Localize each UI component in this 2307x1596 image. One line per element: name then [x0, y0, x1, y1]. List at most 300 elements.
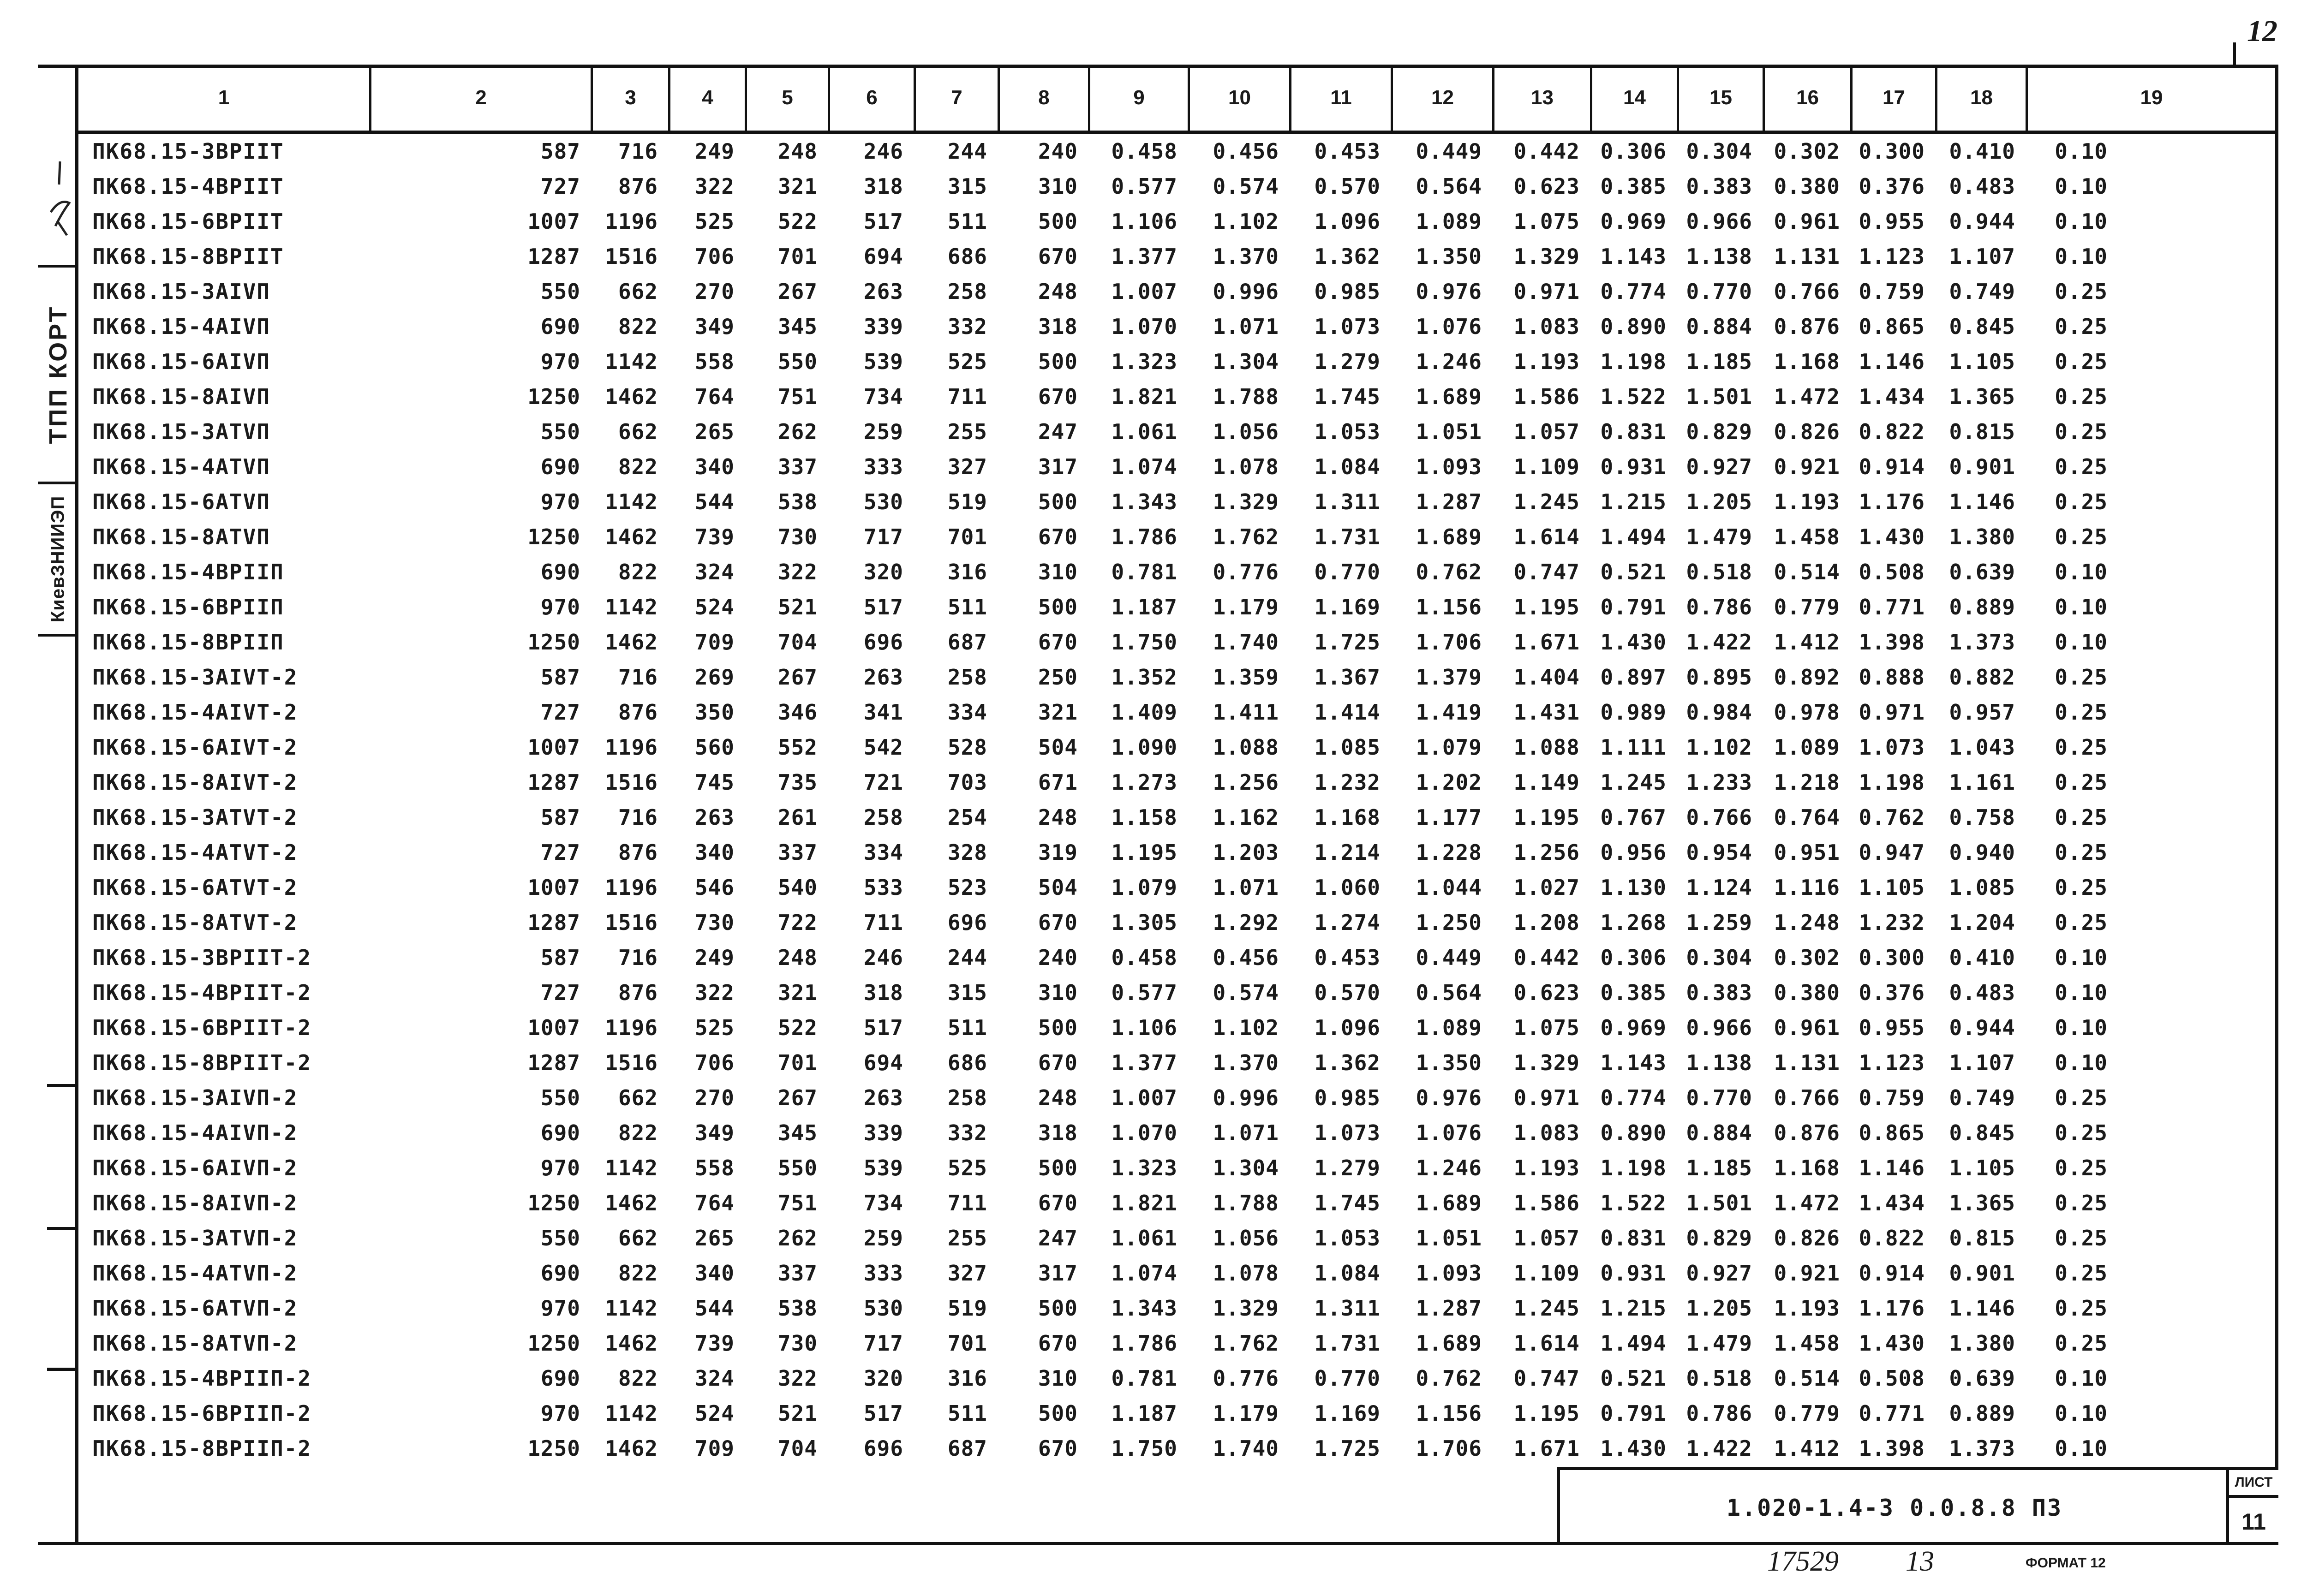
value-cell: 970	[540, 1155, 580, 1180]
value-cell: 0.623	[1513, 174, 1580, 199]
value-cell: 0.453	[1314, 945, 1381, 970]
value-cell: 346	[777, 700, 818, 725]
value-cell: 1.245	[1513, 1296, 1580, 1321]
value-cell: 1196	[605, 875, 658, 900]
value-cell: 0.747	[1513, 560, 1580, 584]
value-cell: 337	[777, 1261, 818, 1286]
value-cell: 1.074	[1111, 454, 1177, 479]
value-cell: 0.304	[1686, 139, 1752, 164]
value-cell: 1.193	[1513, 1155, 1580, 1180]
value-cell: 0.989	[1600, 700, 1667, 725]
document-designation: 1.020-1.4-3 0.0.8.8 ПЗ	[1726, 1494, 2063, 1521]
value-cell: 259	[863, 1226, 903, 1251]
value-cell: 0.770	[1314, 560, 1381, 584]
value-cell: 1516	[605, 1050, 658, 1075]
product-mark-cell: ПК68.15-6АТVП	[92, 489, 271, 514]
value-cell: 0.25	[2055, 700, 2108, 725]
value-cell: 701	[777, 244, 818, 269]
value-cell: 1.788	[1213, 384, 1279, 409]
value-cell: 0.954	[1686, 840, 1752, 865]
page-number: 12	[2247, 14, 2277, 48]
value-cell: 1.138	[1686, 244, 1752, 269]
value-cell: 517	[863, 1015, 903, 1040]
value-cell: 1.329	[1213, 1296, 1279, 1321]
value-cell: 0.781	[1111, 560, 1177, 584]
value-cell: 1142	[605, 489, 658, 514]
value-cell: 0.442	[1513, 139, 1580, 164]
value-cell: 0.456	[1213, 139, 1279, 164]
value-cell: 0.845	[1949, 1120, 2015, 1145]
value-cell: 345	[777, 1120, 818, 1145]
value-cell: 1.208	[1513, 910, 1580, 935]
value-cell: 1.195	[1513, 1401, 1580, 1426]
value-cell: 727	[540, 700, 580, 725]
value-cell: 259	[863, 419, 903, 444]
value-cell: 550	[540, 419, 580, 444]
table-row	[78, 449, 2275, 484]
value-cell: 0.508	[1859, 560, 1925, 584]
value-cell: 0.996	[1213, 279, 1279, 304]
value-cell: 1007	[527, 875, 580, 900]
value-cell: 0.956	[1600, 840, 1667, 865]
value-cell: 662	[618, 1085, 658, 1110]
value-cell: 687	[947, 1436, 987, 1461]
value-cell: 662	[618, 279, 658, 304]
value-cell: 530	[863, 489, 903, 514]
value-cell: 1.740	[1213, 1436, 1279, 1461]
value-cell: 1.143	[1600, 244, 1667, 269]
value-cell: 558	[694, 1155, 735, 1180]
value-cell: 1.168	[1774, 349, 1840, 374]
value-cell: 322	[694, 980, 735, 1005]
value-cell: 1.204	[1949, 910, 2015, 935]
value-cell: 1.143	[1600, 1050, 1667, 1075]
table-row	[78, 519, 2275, 554]
value-cell: 263	[863, 665, 903, 690]
value-cell: 1.084	[1314, 1261, 1381, 1286]
value-cell: 1.329	[1513, 244, 1580, 269]
value-cell: 670	[1038, 1050, 1078, 1075]
value-cell: 1.123	[1859, 244, 1925, 269]
value-cell: 1.479	[1686, 524, 1752, 549]
value-cell: 1.071	[1213, 875, 1279, 900]
value-cell: 540	[777, 875, 818, 900]
value-cell: 320	[863, 560, 903, 584]
value-cell: 350	[694, 700, 735, 725]
product-mark-cell: ПК68.15-4АIVП	[92, 314, 271, 339]
value-cell: 1.786	[1111, 524, 1177, 549]
value-cell: 1.250	[1416, 910, 1482, 935]
value-cell: 0.483	[1949, 174, 2015, 199]
value-cell: 0.306	[1600, 139, 1667, 164]
value-cell: 1250	[527, 1331, 580, 1356]
value-cell: 500	[1038, 1401, 1078, 1426]
data-table	[78, 65, 2278, 1467]
value-cell: 1.233	[1686, 770, 1752, 795]
value-cell: 1.398	[1859, 1436, 1925, 1461]
product-mark-cell: ПК68.15-3АIVТ-2	[92, 665, 298, 690]
table-row	[78, 660, 2275, 695]
value-cell: 262	[777, 1226, 818, 1251]
value-cell: 315	[947, 174, 987, 199]
column-header-3: 3	[591, 65, 668, 131]
value-cell: 0.10	[2055, 560, 2108, 584]
value-cell: 322	[694, 174, 735, 199]
value-cell: 822	[618, 314, 658, 339]
value-cell: 1.273	[1111, 770, 1177, 795]
value-cell: 258	[863, 805, 903, 830]
value-cell: 1.043	[1949, 735, 2015, 760]
value-cell: 500	[1038, 595, 1078, 619]
value-cell: 1.352	[1111, 665, 1177, 690]
value-cell: 1.089	[1774, 735, 1840, 760]
value-cell: 1.051	[1416, 419, 1482, 444]
value-cell: 704	[777, 630, 818, 655]
column-header-17: 17	[1850, 65, 1935, 131]
value-cell: 321	[777, 980, 818, 1005]
value-cell: 670	[1038, 1436, 1078, 1461]
value-cell: 310	[1038, 980, 1078, 1005]
value-cell: 0.458	[1111, 945, 1177, 970]
product-mark-cell: ПК68.15-3АТVП	[92, 419, 271, 444]
value-cell: 0.639	[1949, 1366, 2015, 1391]
value-cell: 671	[1038, 770, 1078, 795]
value-cell: 246	[863, 139, 903, 164]
table-row	[78, 1221, 2275, 1256]
value-cell: 662	[618, 1226, 658, 1251]
value-cell: 0.976	[1416, 1085, 1482, 1110]
value-cell: 1.105	[1949, 349, 2015, 374]
value-cell: 1.169	[1314, 1401, 1381, 1426]
value-cell: 822	[618, 454, 658, 479]
value-cell: 876	[618, 980, 658, 1005]
value-cell: 248	[1038, 805, 1078, 830]
value-cell: 500	[1038, 209, 1078, 234]
value-cell: 0.300	[1859, 945, 1925, 970]
value-cell: 1007	[527, 735, 580, 760]
value-cell: 0.764	[1774, 805, 1840, 830]
value-cell: 0.865	[1859, 314, 1925, 339]
value-cell: 349	[694, 314, 735, 339]
value-cell: 345	[777, 314, 818, 339]
value-cell: 587	[540, 945, 580, 970]
strip-tick	[47, 1227, 78, 1230]
value-cell: 320	[863, 1366, 903, 1391]
value-cell: 0.762	[1859, 805, 1925, 830]
value-cell: 1.422	[1686, 1436, 1752, 1461]
value-cell: 504	[1038, 735, 1078, 760]
value-cell: 1.750	[1111, 1436, 1177, 1461]
table-header-row	[78, 65, 2275, 134]
value-cell: 0.845	[1949, 314, 2015, 339]
value-cell: 1.203	[1213, 840, 1279, 865]
value-cell: 334	[863, 840, 903, 865]
value-cell: 701	[947, 1331, 987, 1356]
value-cell: 322	[777, 1366, 818, 1391]
value-cell: 0.25	[2055, 1226, 2108, 1251]
value-cell: 730	[777, 1331, 818, 1356]
value-cell: 524	[694, 1401, 735, 1426]
value-cell: 1.279	[1314, 1155, 1381, 1180]
value-cell: 1.329	[1213, 489, 1279, 514]
column-header-13: 13	[1492, 65, 1590, 131]
value-cell: 1.494	[1600, 1331, 1667, 1356]
value-cell: 255	[947, 419, 987, 444]
value-cell: 0.791	[1600, 1401, 1667, 1426]
value-cell: 1.256	[1513, 840, 1580, 865]
value-cell: 0.944	[1949, 209, 2015, 234]
value-cell: 332	[947, 1120, 987, 1145]
value-cell: 1.586	[1513, 384, 1580, 409]
column-header-16: 16	[1763, 65, 1850, 131]
value-cell: 340	[694, 840, 735, 865]
value-cell: 1.380	[1949, 1331, 2015, 1356]
value-cell: 521	[777, 595, 818, 619]
value-cell: 1.083	[1513, 1120, 1580, 1145]
value-cell: 1.109	[1513, 454, 1580, 479]
value-cell: 1.343	[1111, 1296, 1177, 1321]
value-cell: 1.292	[1213, 910, 1279, 935]
value-cell: 1.246	[1416, 1155, 1482, 1180]
value-cell: 1.232	[1859, 910, 1925, 935]
value-cell: 0.779	[1774, 595, 1840, 619]
value-cell: 500	[1038, 1155, 1078, 1180]
table-row	[78, 274, 2275, 309]
value-cell: 662	[618, 419, 658, 444]
value-cell: 1.430	[1859, 1331, 1925, 1356]
value-cell: 0.890	[1600, 1120, 1667, 1145]
value-cell: 1.085	[1314, 735, 1381, 760]
value-cell: 1.287	[1416, 489, 1482, 514]
value-cell: 0.304	[1686, 945, 1752, 970]
table-row	[78, 379, 2275, 414]
value-cell: 525	[694, 209, 735, 234]
value-cell: 1.056	[1213, 419, 1279, 444]
value-cell: 696	[947, 910, 987, 935]
value-cell: 1.073	[1314, 1120, 1381, 1145]
value-cell: 334	[947, 700, 987, 725]
value-cell: 0.25	[2055, 665, 2108, 690]
value-cell: 0.442	[1513, 945, 1580, 970]
product-mark-cell: ПК68.15-6ВРIIП-2	[92, 1401, 312, 1426]
value-cell: 249	[694, 139, 735, 164]
product-mark-cell: ПК68.15-4ВРIIТ	[92, 174, 284, 199]
value-cell: 1.479	[1686, 1331, 1752, 1356]
value-cell: 310	[1038, 1366, 1078, 1391]
product-mark-cell: ПК68.15-6АТVП-2	[92, 1296, 298, 1321]
value-cell: 0.759	[1859, 1085, 1925, 1110]
value-cell: 333	[863, 1261, 903, 1286]
value-cell: 538	[777, 1296, 818, 1321]
value-cell: 550	[540, 279, 580, 304]
value-cell: 544	[694, 489, 735, 514]
value-cell: 0.564	[1416, 174, 1482, 199]
value-cell: 1.370	[1213, 244, 1279, 269]
column-header-5: 5	[745, 65, 828, 131]
value-cell: 1.501	[1686, 1191, 1752, 1215]
value-cell: 0.410	[1949, 139, 2015, 164]
value-cell: 0.914	[1859, 454, 1925, 479]
value-cell: 337	[777, 840, 818, 865]
value-cell: 525	[694, 1015, 735, 1040]
value-cell: 1.414	[1314, 700, 1381, 725]
value-cell: 876	[618, 174, 658, 199]
value-cell: 0.776	[1213, 1366, 1279, 1391]
value-cell: 1.380	[1949, 524, 2015, 549]
value-cell: 318	[863, 980, 903, 1005]
value-cell: 0.921	[1774, 454, 1840, 479]
table-row	[78, 1115, 2275, 1150]
value-cell: 1.305	[1111, 910, 1177, 935]
value-cell: 240	[1038, 139, 1078, 164]
value-cell: 739	[694, 524, 735, 549]
binding-strip	[38, 65, 78, 1545]
value-cell: 1.256	[1213, 770, 1279, 795]
value-cell: 247	[1038, 419, 1078, 444]
table-row	[78, 484, 2275, 519]
value-cell: 703	[947, 770, 987, 795]
value-cell: 727	[540, 174, 580, 199]
value-cell: 1462	[605, 1436, 658, 1461]
value-cell: 1.116	[1774, 875, 1840, 900]
table-row	[78, 1150, 2275, 1185]
value-cell: 1.169	[1314, 595, 1381, 619]
value-cell: 0.876	[1774, 1120, 1840, 1145]
value-cell: 1.786	[1111, 1331, 1177, 1356]
value-cell: 1250	[527, 1191, 580, 1215]
value-cell: 1.193	[1774, 489, 1840, 514]
value-cell: 318	[1038, 314, 1078, 339]
value-cell: 739	[694, 1331, 735, 1356]
value-cell: 1.362	[1314, 244, 1381, 269]
strip-cell-upper	[38, 65, 78, 268]
value-cell: 244	[947, 139, 987, 164]
strip-tick	[47, 1368, 78, 1371]
value-cell: 248	[777, 139, 818, 164]
value-cell: 1.085	[1949, 875, 2015, 900]
value-cell: 694	[863, 1050, 903, 1075]
value-cell: 1.070	[1111, 314, 1177, 339]
value-cell: 0.829	[1686, 1226, 1752, 1251]
value-cell: 519	[947, 1296, 987, 1321]
table-row	[78, 1431, 2275, 1466]
value-cell: 1.158	[1111, 805, 1177, 830]
value-cell: 822	[618, 1120, 658, 1145]
value-cell: 694	[863, 244, 903, 269]
value-cell: 1.245	[1513, 489, 1580, 514]
value-cell: 0.940	[1949, 840, 2015, 865]
value-cell: 246	[863, 945, 903, 970]
value-cell: 327	[947, 1261, 987, 1286]
table-row	[78, 625, 2275, 660]
value-cell: 500	[1038, 1296, 1078, 1321]
value-cell: 0.453	[1314, 139, 1381, 164]
value-cell: 1.248	[1774, 910, 1840, 935]
value-cell: 0.766	[1774, 1085, 1840, 1110]
value-cell: 1.501	[1686, 384, 1752, 409]
value-cell: 1.088	[1213, 735, 1279, 760]
value-cell: 1.343	[1111, 489, 1177, 514]
table-row	[78, 554, 2275, 590]
value-cell: 822	[618, 560, 658, 584]
value-cell: 1007	[527, 1015, 580, 1040]
value-cell: 0.10	[2055, 174, 2108, 199]
value-cell: 716	[618, 665, 658, 690]
value-cell: 1.131	[1774, 1050, 1840, 1075]
value-cell: 0.25	[2055, 1331, 2108, 1356]
product-mark-cell: ПК68.15-3АIVП	[92, 279, 271, 304]
product-mark-cell: ПК68.15-8ВРIIП	[92, 630, 284, 655]
product-mark-cell: ПК68.15-8ВРIIТ-2	[92, 1050, 312, 1075]
value-cell: 1516	[605, 770, 658, 795]
value-cell: 734	[863, 384, 903, 409]
value-cell: 500	[1038, 489, 1078, 514]
product-mark-cell: ПК68.15-8ВРIIТ	[92, 244, 284, 269]
value-cell: 1.156	[1416, 595, 1482, 619]
value-cell: 696	[863, 1436, 903, 1461]
value-cell: 511	[947, 595, 987, 619]
value-cell: 560	[694, 735, 735, 760]
column-header-18: 18	[1935, 65, 2026, 131]
column-header-8: 8	[998, 65, 1088, 131]
value-cell: 0.770	[1314, 1366, 1381, 1391]
value-cell: 1.146	[1859, 1155, 1925, 1180]
value-cell: 716	[618, 139, 658, 164]
value-cell: 0.25	[2055, 875, 2108, 900]
value-cell: 258	[947, 665, 987, 690]
value-cell: 1287	[527, 1050, 580, 1075]
value-cell: 0.901	[1949, 1261, 2015, 1286]
value-cell: 310	[1038, 560, 1078, 584]
value-cell: 317	[1038, 454, 1078, 479]
product-mark-cell: ПК68.15-8АТVП	[92, 524, 271, 549]
product-mark-cell: ПК68.15-8АТVП-2	[92, 1331, 298, 1356]
value-cell: 1196	[605, 735, 658, 760]
value-cell: 709	[694, 1436, 735, 1461]
value-cell: 263	[694, 805, 735, 830]
column-header-4: 4	[668, 65, 745, 131]
product-mark-cell: ПК68.15-8АIVП-2	[92, 1191, 298, 1215]
value-cell: 701	[777, 1050, 818, 1075]
value-cell: 327	[947, 454, 987, 479]
value-cell: 1.105	[1949, 1155, 2015, 1180]
value-cell: 970	[540, 1296, 580, 1321]
value-cell: 332	[947, 314, 987, 339]
value-cell: 328	[947, 840, 987, 865]
value-cell: 525	[947, 1155, 987, 1180]
value-cell: 0.978	[1774, 700, 1840, 725]
value-cell: 247	[1038, 1226, 1078, 1251]
value-cell: 0.10	[2055, 209, 2108, 234]
column-header-14: 14	[1590, 65, 1677, 131]
value-cell: 1.105	[1859, 875, 1925, 900]
column-header-19: 19	[2026, 65, 2275, 131]
value-cell: 1462	[605, 384, 658, 409]
product-mark-cell: ПК68.15-3ВРIIТ	[92, 139, 284, 164]
value-cell: 1516	[605, 244, 658, 269]
value-cell: 0.762	[1416, 1366, 1482, 1391]
value-cell: 1.350	[1416, 244, 1482, 269]
value-cell: 1.228	[1416, 840, 1482, 865]
value-cell: 0.882	[1949, 665, 2015, 690]
value-cell: 1.214	[1314, 840, 1381, 865]
value-cell: 0.749	[1949, 1085, 2015, 1110]
value-cell: 0.826	[1774, 419, 1840, 444]
value-cell: 1250	[527, 1436, 580, 1461]
value-cell: 1.411	[1213, 700, 1279, 725]
page-number-tick	[2233, 42, 2236, 66]
value-cell: 0.766	[1686, 805, 1752, 830]
